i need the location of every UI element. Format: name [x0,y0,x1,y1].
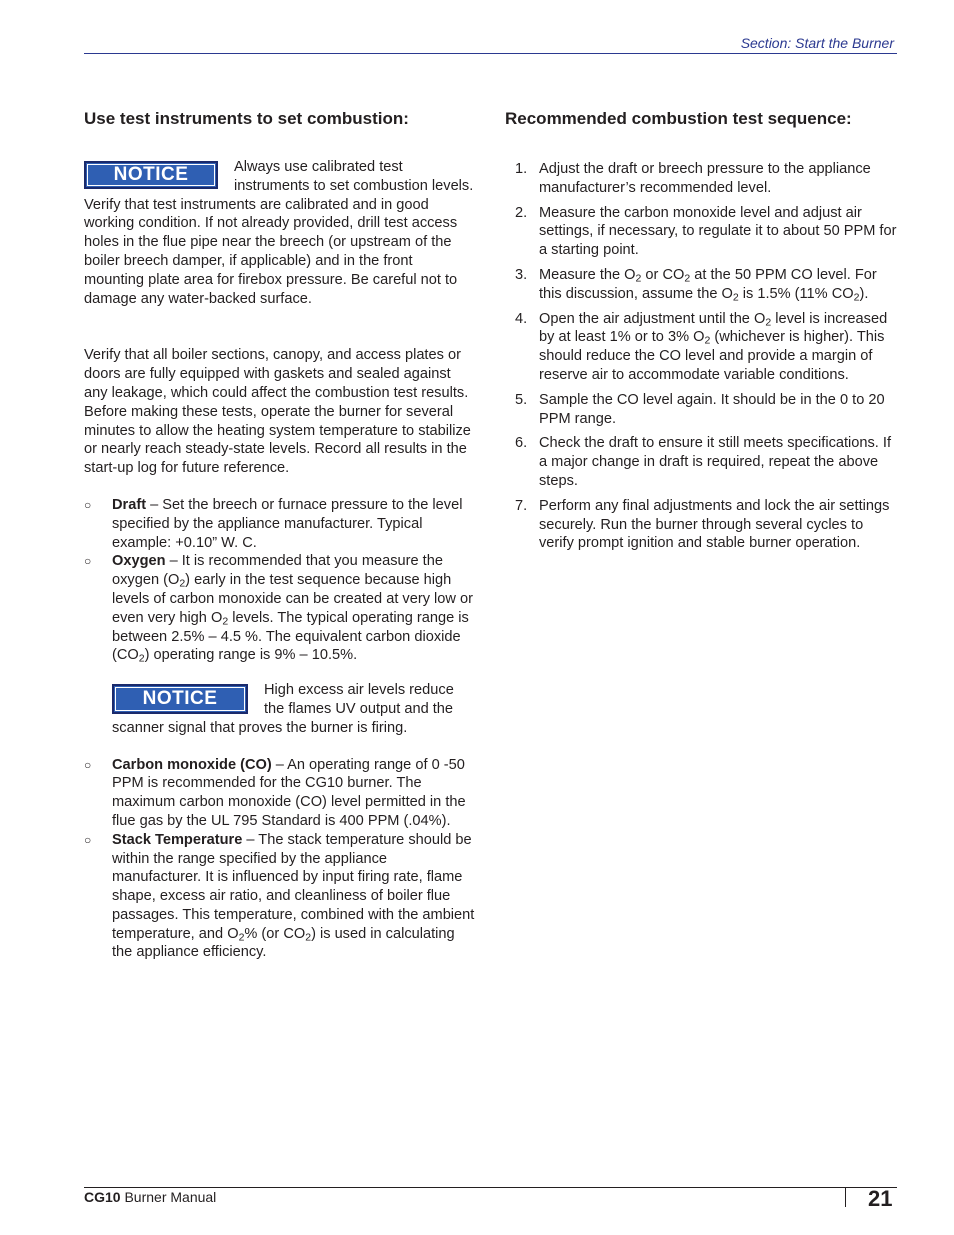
measurement-list [84,496,476,665]
bullet-circle-icon: ○ [84,497,92,512]
step-text-part: Open the air adjustment until the O [539,310,766,327]
section-label: Section: Start the Burner [740,35,894,51]
bullet-co [84,756,476,831]
stack-text-1: – The stack temperature should be within the range specified by the appliance manufacturer. It is influenced by input firing rate, flame shape, excess air ratio, and cleanliness of boiler flue passages. This temperature, combined with the ambient temperature, and O [112,831,475,942]
oxygen-text-3: levels. The typical operating range is between 2.5% – 4.5 %. The equivalent carbon dioxide (CO [112,609,469,664]
footer-doc-name: Burner Manual [120,1189,217,1205]
stack-text-3: ) is used in calculating the appliance efficiency. [112,925,455,961]
bullet-circle-icon: ○ [84,757,92,772]
footer-model: CG10 [84,1189,121,1205]
left-column [84,108,476,962]
measurement-list-2 [84,756,476,963]
step-text: Measure the carbon monoxide level and adjust air settings, if necessary, to regulate it to about 50 PPM for a starting point. [539,204,897,259]
step-2 [505,204,900,260]
step-3 [505,266,900,304]
term-oxygen: Oxygen [112,553,166,570]
right-heading: Recommended combustion test sequence: [505,109,852,128]
step-1 [505,160,900,198]
notice2-text: High excess air levels reduce the flames UV output and the scanner signal that proves the burner is firing. [112,682,454,736]
subscript: 2 [684,272,691,285]
step-text-part: (whichever is higher). This should reduce the CO level and provide a margin of reserve air to accommodate variable conditions. [539,329,885,383]
step-text: Check the draft to ensure it still meets specifications. If a major change in draft is required, repeat the above steps. [539,435,892,489]
oxygen-text-1: – It is recommended that you measure the oxygen (O [112,553,443,589]
step-number: 4. [515,310,528,327]
bullet-circle-icon: ○ [84,832,92,847]
oxygen-text-2: ) early in the test sequence because high levels of carbon monoxide can be created at very low or even very high O [112,572,473,626]
step-number: 7. [515,497,528,514]
right-column [505,108,900,559]
step-text-part: ). [859,285,869,302]
step-5 [505,391,900,429]
verify-paragraph: Verify that all boiler sections, canopy, and access plates or doors are fully equipped with gaskets and sealed against any leakage, which could affect the combustion test results. Before making these tests, operate the burner for several minutes to allow the heating system temperature to stabilize or nearly reach steady-state levels. Record all results in the start-up log for future reference. [84,347,471,477]
bullet-oxygen [84,552,476,665]
step-text-part: or CO [641,266,685,283]
subscript: 2 [732,291,739,304]
test-sequence-list [505,160,900,553]
subscript: 2 [635,272,642,285]
notice-badge: NOTICE [84,161,218,189]
page-number: 21 [868,1186,893,1211]
draft-text: – Set the breech or furnace pressure to the level specified by the appliance manufacturer. Typical example: +0.10” W. C. [112,496,463,551]
notice-block-2 [112,681,476,737]
bullet-draft [84,496,476,552]
footer-divider [845,1187,846,1207]
step-text: Adjust the draft or breech pressure to the appliance manufacturer’s recommended level. [539,161,871,196]
notice-badge: NOTICE [112,684,248,714]
bullet-stack [84,831,476,963]
step-text-part: level is increased by at least 1% or to 3% O [539,310,888,346]
step-number: 5. [515,391,528,408]
term-co: Carbon monoxide (CO) [112,756,272,773]
subscript: 2 [222,615,229,628]
header-rule [84,53,897,54]
left-heading: Use test instruments to set combustion: [84,109,409,128]
subscript: 2 [138,652,145,665]
subscript: 2 [765,316,772,329]
co-text: – An operating range of 0 -50 PPM is recommended for the CG10 burner. The maximum carbon monoxide (CO) level permitted in the flue gas by the UL 795 Standard is 400 PPM (.04%). [112,756,466,829]
subscript: 2 [238,931,245,944]
footer-rule [84,1187,897,1188]
step-number: 1. [515,161,528,177]
subscript: 2 [305,931,312,944]
step-text-part: Measure the O [539,266,636,283]
notice-block-1 [84,158,476,308]
step-4 [505,310,900,385]
subscript: 2 [179,577,186,590]
step-text-part: is 1.5% (11% CO [738,285,854,302]
step-number: 6. [515,435,528,452]
subscript: 2 [704,335,711,347]
step-text: Perform any final adjustments and lock the air settings securely. Run the burner through several cycles to verify prompt ignition and stable burner operation. [539,497,890,552]
term-draft: Draft [112,496,147,513]
term-stack: Stack Temperature [112,831,243,848]
oxygen-text-4: ) operating range is 9% – 10.5%. [144,647,358,664]
step-number: 3. [515,266,528,283]
step-7 [505,497,900,553]
step-number: 2. [515,204,528,221]
footer-doc-title [84,1189,216,1205]
step-text: Sample the CO level again. It should be in the 0 to 20 PPM range. [539,391,885,427]
subscript: 2 [853,291,860,304]
stack-text-2: % (or CO [244,925,306,942]
step-text-part: at the 50 PPM CO level. For this discussion, assume the O [539,266,877,302]
bullet-circle-icon: ○ [84,554,92,569]
notice-text: Always use calibrated test instruments to set combustion levels. Verify that test instruments are calibrated and in good working condition. If not already provided, drill test access holes in the flue pipe near the breech (or upstream of the boiler breech damper, if applicable) and in the front mounting plate area for firebox pressure. Be careful not to damage any water-backed surface. [84,159,474,307]
step-6 [505,434,900,490]
